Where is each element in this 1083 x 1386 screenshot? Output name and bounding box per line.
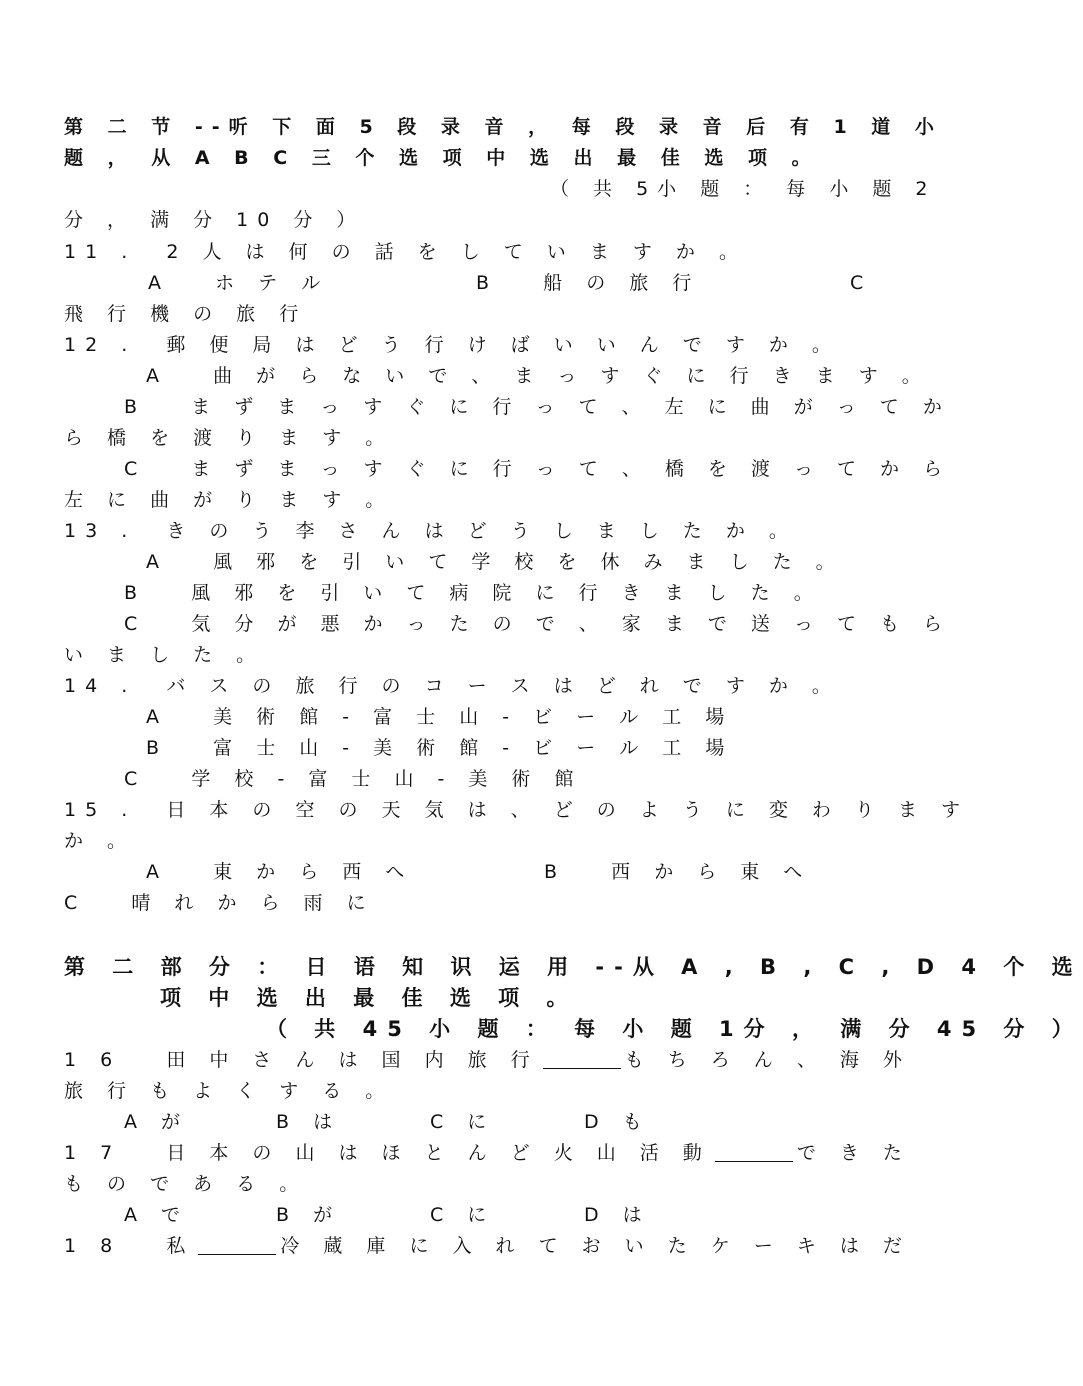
- question-15-stem-cont: か 。: [64, 830, 136, 852]
- stem-end: で き た: [796, 1142, 911, 1164]
- section-score-line1: （ 共 5小 题 ： 每 小 题 2: [550, 178, 937, 200]
- question-12-option-a: A 曲 が ら な い で 、 ま っ す ぐ に 行 き ま す 。: [146, 365, 930, 387]
- question-16-stem-cont: 旅 行 も よ く す る 。: [64, 1080, 394, 1102]
- part-heading-line2: 项 中 选 出 最 佳 选 项 。: [160, 986, 578, 1010]
- option-a: A が: [124, 1111, 190, 1133]
- question-13-stem: 13 . き の う 李 さ ん は ど う し ま し た か 。: [64, 520, 797, 542]
- question-15-options: [64, 857, 874, 888]
- option-b: B が: [276, 1204, 342, 1226]
- option-c: C に: [430, 1111, 496, 1133]
- section-heading-line2: 题 ， 从 A B C 三 个 选 项 中 选 出 最 佳 选 项 。: [64, 147, 820, 169]
- question-13-option-b: B 風 邪 を 引 い て 病 院 に 行 き ま し た 。: [124, 582, 822, 604]
- option-c: C に: [430, 1204, 496, 1226]
- question-17-stem-cont: も の で あ る 。: [64, 1173, 308, 1195]
- part-heading-line1: 第 二 部 分 ： 日 语 知 识 运 用 --从 A , B , C , D 4 个 选: [64, 955, 1083, 979]
- question-13-option-c: C 気 分 が 悪 か っ た の で 、 家 ま で 送 っ て も ら: [124, 613, 952, 635]
- question-14-option-c: C 学 校 - 富 士 山 - 美 術 館: [124, 768, 583, 790]
- question-12-option-b-cont: ら 橋 を 渡 り ま す 。: [64, 427, 394, 449]
- question-11-stem: 11 . 2 人 は 何 の 話 を し て い ま す か 。: [64, 241, 747, 263]
- option-b: B は: [276, 1111, 342, 1133]
- question-17-options: [64, 1200, 874, 1231]
- option-d: D も: [584, 1111, 651, 1133]
- question-14-option-a: A 美 術 館 - 富 士 山 - ビ ー ル 工 場: [146, 706, 734, 728]
- answer-blank: [198, 1234, 276, 1255]
- section-score-line2: 分 ， 满 分 10 分 ）: [64, 209, 365, 231]
- question-12-stem: 12 . 郵 便 局 は ど う 行 け ば い い ん で す か 。: [64, 334, 840, 356]
- question-14-stem: 14 . バ ス の 旅 行 の コ ー ス は ど れ で す か 。: [64, 675, 840, 697]
- part-score-line: （ 共 45 小 题 ： 每 小 题 1分 ， 满 分 45 分 ）: [266, 1017, 1083, 1041]
- question-12-option-b: B ま ず ま っ す ぐ に 行 っ て 、 左 に 曲 が っ て か: [124, 396, 951, 418]
- question-13-option-a: A 風 邪 を 引 い て 学 校 を 休 み ま し た 。: [146, 551, 844, 573]
- question-12-option-c-cont: 左 に 曲 が り ま す 。: [64, 489, 394, 511]
- option-b: B 西 か ら 東 へ: [544, 861, 812, 883]
- answer-blank: [543, 1048, 621, 1069]
- question-13-option-c-cont: い ま し た 。: [64, 644, 265, 666]
- stem-start: 1 6 田 中 さ ん は 国 内 旅 行: [64, 1049, 539, 1071]
- stem-end: も ち ろ ん 、 海 外: [624, 1049, 911, 1071]
- question-17-stem: [64, 1138, 911, 1169]
- section-heading-line1: 第 二 节 --听 下 面 5 段 录 音 ， 每 段 录 音 后 有 1 道 小: [64, 116, 943, 138]
- stem-end: 冷 蔵 庫 に 入 れ て お い た ケ ー キ は だ: [280, 1235, 911, 1257]
- question-18-stem: [64, 1231, 911, 1262]
- question-14-option-b: B 富 士 山 - 美 術 館 - ビ ー ル 工 場: [146, 737, 734, 759]
- question-15-option-c: C 晴 れ か ら 雨 に: [64, 892, 375, 914]
- question-16-options: [64, 1107, 874, 1138]
- answer-blank: [715, 1141, 793, 1162]
- question-15-stem: 15 . 日 本 の 空 の 天 気 は 、 ど の よ う に 変 わ り ま す: [64, 799, 970, 821]
- question-11-option-c-text: 飛 行 機 の 旅 行: [64, 303, 308, 325]
- stem-start: 1 8 私: [64, 1235, 195, 1257]
- option-d: D は: [584, 1204, 651, 1226]
- question-12-option-c: C ま ず ま っ す ぐ に 行 っ て 、 橋 を 渡 っ て か ら: [124, 458, 952, 480]
- option-a: A で: [124, 1204, 190, 1226]
- question-11-options: [64, 268, 874, 299]
- option-c: C: [850, 272, 873, 294]
- option-b: B 船 の 旅 行: [476, 272, 701, 294]
- option-a: A 東 か ら 西 へ: [146, 861, 414, 883]
- stem-start: 1 7 日 本 の 山 は ほ と ん ど 火 山 活 動: [64, 1142, 711, 1164]
- question-16-stem: [64, 1045, 911, 1076]
- option-a: A ホ テ ル: [148, 272, 330, 294]
